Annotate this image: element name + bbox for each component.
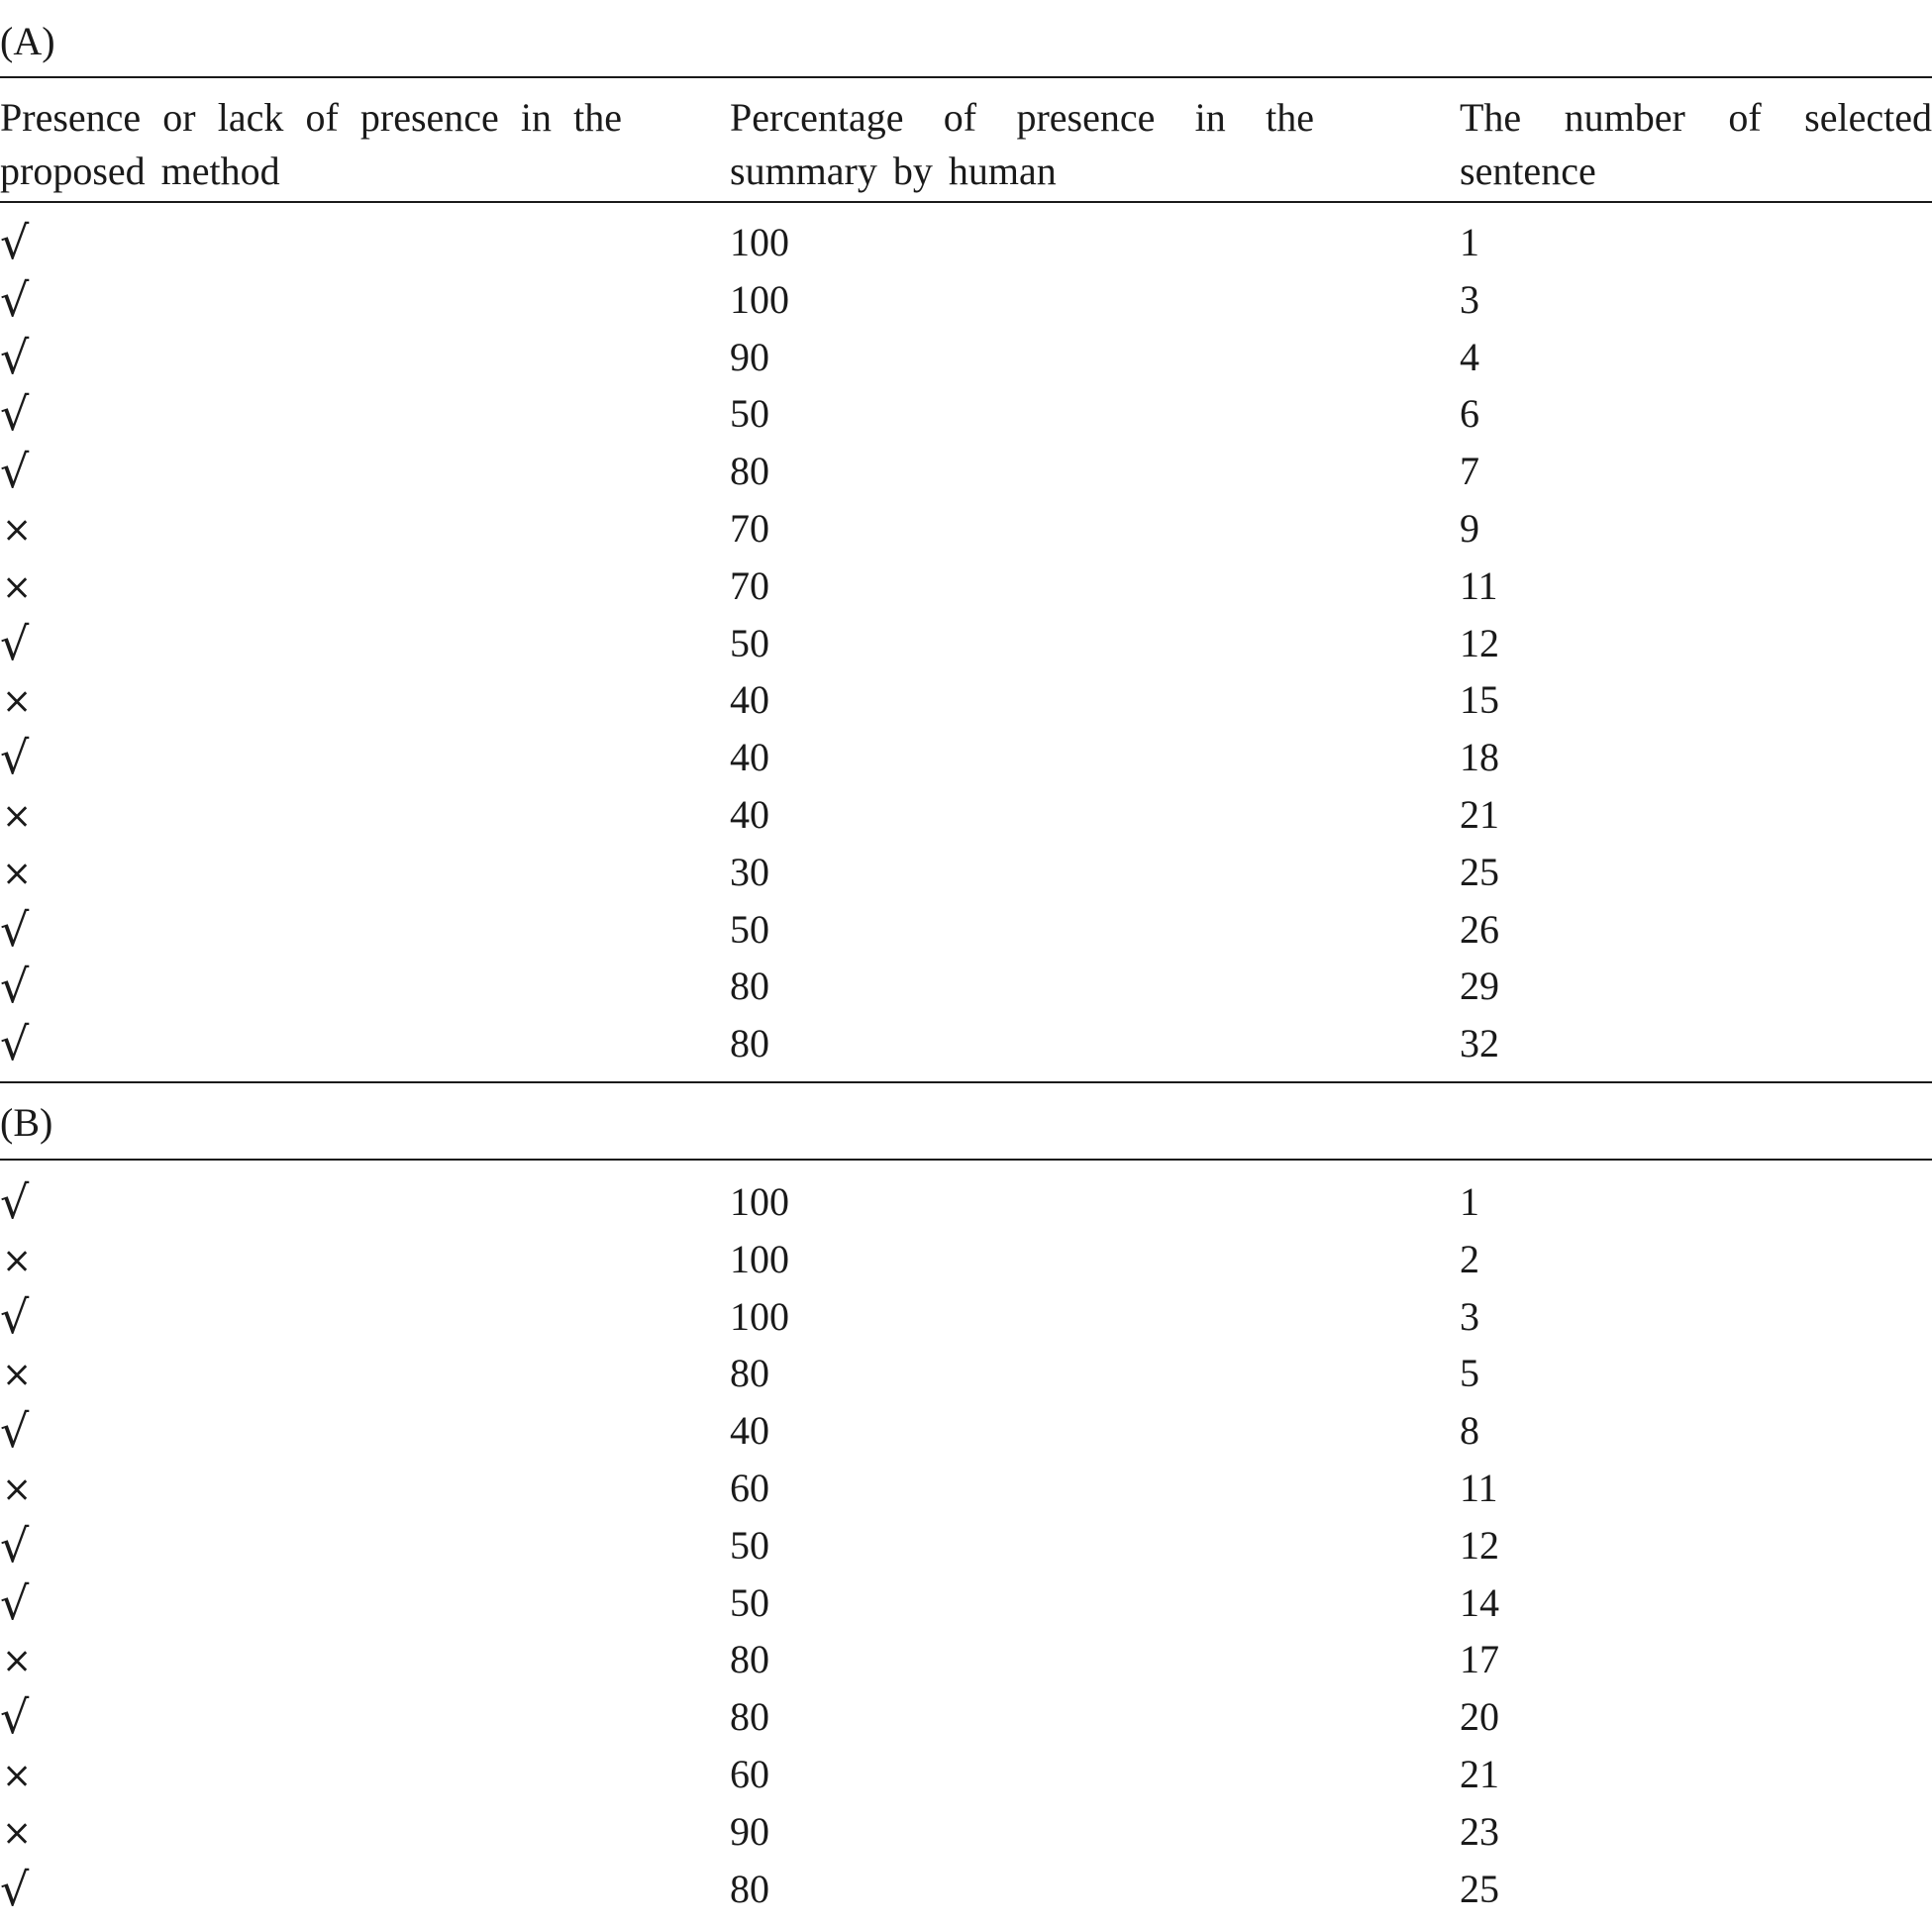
sentence-number-cell: 23 <box>1460 1808 1499 1854</box>
presence-cell <box>0 1231 693 1290</box>
table-row <box>0 1231 1932 1288</box>
sentence-number-cell: 29 <box>1460 963 1499 1009</box>
percentage-cell: 80 <box>730 963 769 1009</box>
check-mark-icon: √ <box>0 731 30 785</box>
percentage-cell: 100 <box>730 1236 789 1281</box>
percentage-cell: 40 <box>730 677 769 723</box>
table-row <box>0 443 1932 500</box>
sentence-number-cell: 15 <box>1460 677 1499 723</box>
sentence-number-cell: 9 <box>1460 506 1479 551</box>
table-row <box>0 615 1932 672</box>
cross-mark-icon: × <box>2 1240 33 1281</box>
table-row <box>0 1288 1932 1346</box>
presence-cell <box>0 615 693 675</box>
percentage-cell: 80 <box>730 1351 769 1396</box>
cross-mark-icon: × <box>2 1812 33 1854</box>
table-row <box>0 1746 1932 1803</box>
sentence-number-cell: 25 <box>1460 1866 1499 1911</box>
percentage-cell: 60 <box>730 1466 769 1510</box>
check-mark-icon: √ <box>0 1690 30 1745</box>
section-a-top-rule <box>0 76 1932 78</box>
sentence-number-cell: 1 <box>1460 220 1479 264</box>
presence-cell <box>0 958 693 1018</box>
table-row <box>0 1460 1932 1517</box>
presence-cell <box>0 271 693 332</box>
table-row <box>0 271 1932 329</box>
sentence-number-cell: 32 <box>1460 1021 1499 1066</box>
sentence-number-cell: 14 <box>1460 1579 1499 1625</box>
presence-cell <box>0 214 693 274</box>
check-mark-icon: √ <box>0 330 30 384</box>
header-bottom-rule <box>0 201 1932 203</box>
sentence-number-cell: 12 <box>1460 1522 1499 1568</box>
table-row <box>0 1345 1932 1402</box>
sentence-number-cell: 8 <box>1460 1408 1479 1454</box>
presence-cell <box>0 671 693 731</box>
cross-mark-icon: × <box>2 853 33 894</box>
table-row <box>0 958 1932 1015</box>
check-mark-icon: √ <box>0 1575 30 1630</box>
table-row <box>0 1803 1932 1861</box>
sentence-number-cell: 3 <box>1460 1293 1479 1339</box>
presence-cell <box>0 786 693 846</box>
table-row <box>0 1402 1932 1460</box>
percentage-cell: 100 <box>730 220 789 264</box>
check-mark-icon: √ <box>0 1289 30 1344</box>
table-row <box>0 385 1932 443</box>
sentence-number-cell: 1 <box>1460 1179 1479 1224</box>
check-mark-icon: √ <box>0 1862 30 1916</box>
cross-mark-icon: × <box>2 1470 33 1510</box>
table-row <box>0 558 1932 615</box>
percentage-cell: 80 <box>730 1637 769 1682</box>
check-mark-icon: √ <box>0 960 30 1014</box>
section-b-header-rule <box>0 1159 1932 1161</box>
sentence-number-cell: 11 <box>1460 562 1498 608</box>
percentage-cell: 90 <box>730 1808 769 1854</box>
table-row <box>0 1861 1932 1918</box>
sentence-number-cell: 18 <box>1460 735 1499 780</box>
percentage-cell: 80 <box>730 1021 769 1066</box>
presence-cell <box>0 1631 693 1690</box>
sentence-number-cell: 5 <box>1460 1351 1479 1396</box>
presence-cell <box>0 1803 693 1863</box>
sentence-number-cell: 4 <box>1460 334 1479 379</box>
presence-cell <box>0 443 693 503</box>
table-row <box>0 901 1932 959</box>
cross-mark-icon: × <box>2 510 33 551</box>
presence-cell <box>0 1861 693 1921</box>
percentage-cell: 90 <box>730 334 769 379</box>
sentence-number-cell: 21 <box>1460 792 1499 837</box>
check-mark-icon: √ <box>0 216 30 269</box>
presence-cell <box>0 385 693 446</box>
sentence-number-cell: 20 <box>1460 1694 1499 1740</box>
presence-cell <box>0 1574 693 1635</box>
sentence-number-cell: 25 <box>1460 849 1499 894</box>
table-row <box>0 1173 1932 1231</box>
percentage-cell: 70 <box>730 506 769 551</box>
sentence-number-cell: 11 <box>1460 1466 1498 1510</box>
percentage-cell: 50 <box>730 1579 769 1625</box>
presence-cell <box>0 1746 693 1805</box>
cross-mark-icon: × <box>2 796 33 837</box>
header-percentage: Percentage of presence in the summary by human <box>730 95 1314 193</box>
percentage-cell: 50 <box>730 1522 769 1568</box>
percentage-cell: 50 <box>730 391 769 437</box>
check-mark-icon: √ <box>0 1518 30 1572</box>
check-mark-icon: √ <box>0 272 30 327</box>
check-mark-icon: √ <box>0 445 30 499</box>
check-mark-icon: √ <box>0 1017 30 1071</box>
percentage-cell: 80 <box>730 449 769 494</box>
table-row <box>0 671 1932 729</box>
presence-cell <box>0 1460 693 1519</box>
sentence-number-cell: 7 <box>1460 449 1479 494</box>
sentence-number-cell: 12 <box>1460 620 1499 665</box>
sentence-number-cell: 21 <box>1460 1752 1499 1796</box>
percentage-cell: 50 <box>730 620 769 665</box>
table-row <box>0 1015 1932 1072</box>
check-mark-icon: √ <box>0 1175 30 1229</box>
sentence-number-cell: 26 <box>1460 906 1499 952</box>
section-b-top-rule <box>0 1081 1932 1083</box>
percentage-cell: 40 <box>730 735 769 780</box>
sentence-number-cell: 3 <box>1460 276 1479 322</box>
table-row <box>0 786 1932 844</box>
table-row <box>0 329 1932 386</box>
table-row <box>0 729 1932 786</box>
percentage-cell: 40 <box>730 792 769 837</box>
cross-mark-icon: × <box>2 1641 33 1682</box>
table-row <box>0 1688 1932 1746</box>
header-sentence-number: The number of selected sentence <box>1460 95 1932 193</box>
presence-cell <box>0 901 693 962</box>
cross-mark-icon: × <box>2 1355 33 1396</box>
cross-mark-icon: × <box>2 566 33 608</box>
sentence-number-cell: 17 <box>1460 1637 1499 1682</box>
table-row <box>0 214 1932 271</box>
percentage-cell: 70 <box>730 562 769 608</box>
sentence-number-cell: 2 <box>1460 1236 1479 1281</box>
presence-cell <box>0 1173 693 1234</box>
percentage-cell: 60 <box>730 1752 769 1796</box>
sentence-number-cell: 6 <box>1460 391 1479 437</box>
header-presence: Presence or lack of presence in the proposed method <box>0 95 622 193</box>
table-row <box>0 500 1932 558</box>
check-mark-icon: √ <box>0 902 30 957</box>
presence-cell <box>0 500 693 559</box>
presence-cell <box>0 1015 693 1075</box>
presence-cell <box>0 558 693 617</box>
percentage-cell: 100 <box>730 1293 789 1339</box>
presence-cell <box>0 844 693 903</box>
check-mark-icon: √ <box>0 616 30 670</box>
percentage-cell: 30 <box>730 849 769 894</box>
percentage-cell: 40 <box>730 1408 769 1454</box>
presence-cell <box>0 1402 693 1463</box>
presence-cell <box>0 1517 693 1577</box>
section-b-label: (B) <box>0 1100 53 1145</box>
presence-cell <box>0 1345 693 1404</box>
check-mark-icon: √ <box>0 1404 30 1459</box>
table-row <box>0 1517 1932 1574</box>
presence-cell <box>0 1288 693 1349</box>
presence-cell <box>0 1688 693 1749</box>
section-a-label: (A) <box>0 19 55 63</box>
check-mark-icon: √ <box>0 387 30 442</box>
percentage-cell: 100 <box>730 276 789 322</box>
presence-cell <box>0 329 693 389</box>
table-row <box>0 1574 1932 1632</box>
cross-mark-icon: × <box>2 681 33 723</box>
percentage-cell: 100 <box>730 1179 789 1224</box>
presence-cell <box>0 729 693 789</box>
cross-mark-icon: × <box>2 1756 33 1796</box>
table-row <box>0 844 1932 901</box>
percentage-cell: 80 <box>730 1694 769 1740</box>
table-row <box>0 1631 1932 1688</box>
percentage-cell: 50 <box>730 906 769 952</box>
percentage-cell: 80 <box>730 1866 769 1911</box>
